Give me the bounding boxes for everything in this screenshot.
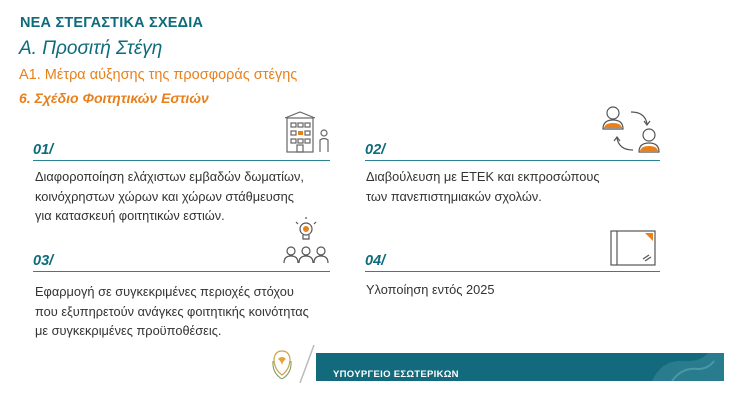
item-divider-03: [33, 271, 330, 272]
building-person-icon: [283, 110, 331, 156]
item-number-02: 02/: [365, 142, 386, 158]
ministry-name: ΥΠΟΥΡΓΕΙΟ ΕΣΩΤΕΡΙΚΩΝ: [333, 369, 459, 380]
item-number-01: 01/: [33, 142, 54, 158]
cyprus-emblem-icon: [270, 347, 294, 381]
item-divider-02: [365, 160, 660, 161]
item-description-01: Διαφοροποίηση ελάχιστων εμβαδών δωματίων, κοινόχρηστων χώρων και χώρων στάθμευσης για κατασκευή φοιτητικών εστιών.: [35, 169, 304, 223]
footer-band: [316, 353, 724, 381]
item-description-02: Διαβούλευση με ΕΤΕΚ και εκπροσώπους των πανεπιστημιακών σχολών.: [366, 169, 600, 204]
dove-watermark-icon: [642, 353, 724, 381]
item-number-03: 03/: [33, 253, 54, 269]
footer-divider: [296, 345, 318, 383]
page-title: ΝΕΑ ΣΤΕΓΑΣΤΙΚΑ ΣΧΕΔΙΑ: [20, 15, 204, 31]
blueprint-icon: [609, 229, 657, 267]
item-divider-04: [365, 271, 660, 272]
subsection-title: Α1. Μέτρα αύξησης της προσφοράς στέγης: [19, 67, 298, 83]
group-idea-icon: [282, 217, 330, 267]
item-divider-01: [33, 160, 330, 161]
section-title: Α. Προσιτή Στέγη: [19, 38, 163, 59]
plan-title: 6. Σχέδιο Φοιτητικών Εστιών: [19, 90, 209, 106]
item-description-03: Εφαρμογή σε συγκεκριμένες περιοχές στόχου που εξυπηρετούν ανάγκες φοιτητικής κοινότητας με συγκεκριμένες προϋποθέσεις.: [35, 284, 309, 338]
people-exchange-icon: [601, 104, 663, 160]
item-number-04: 04/: [365, 253, 386, 269]
item-description-04: Υλοποίηση εντός 2025: [366, 282, 495, 297]
